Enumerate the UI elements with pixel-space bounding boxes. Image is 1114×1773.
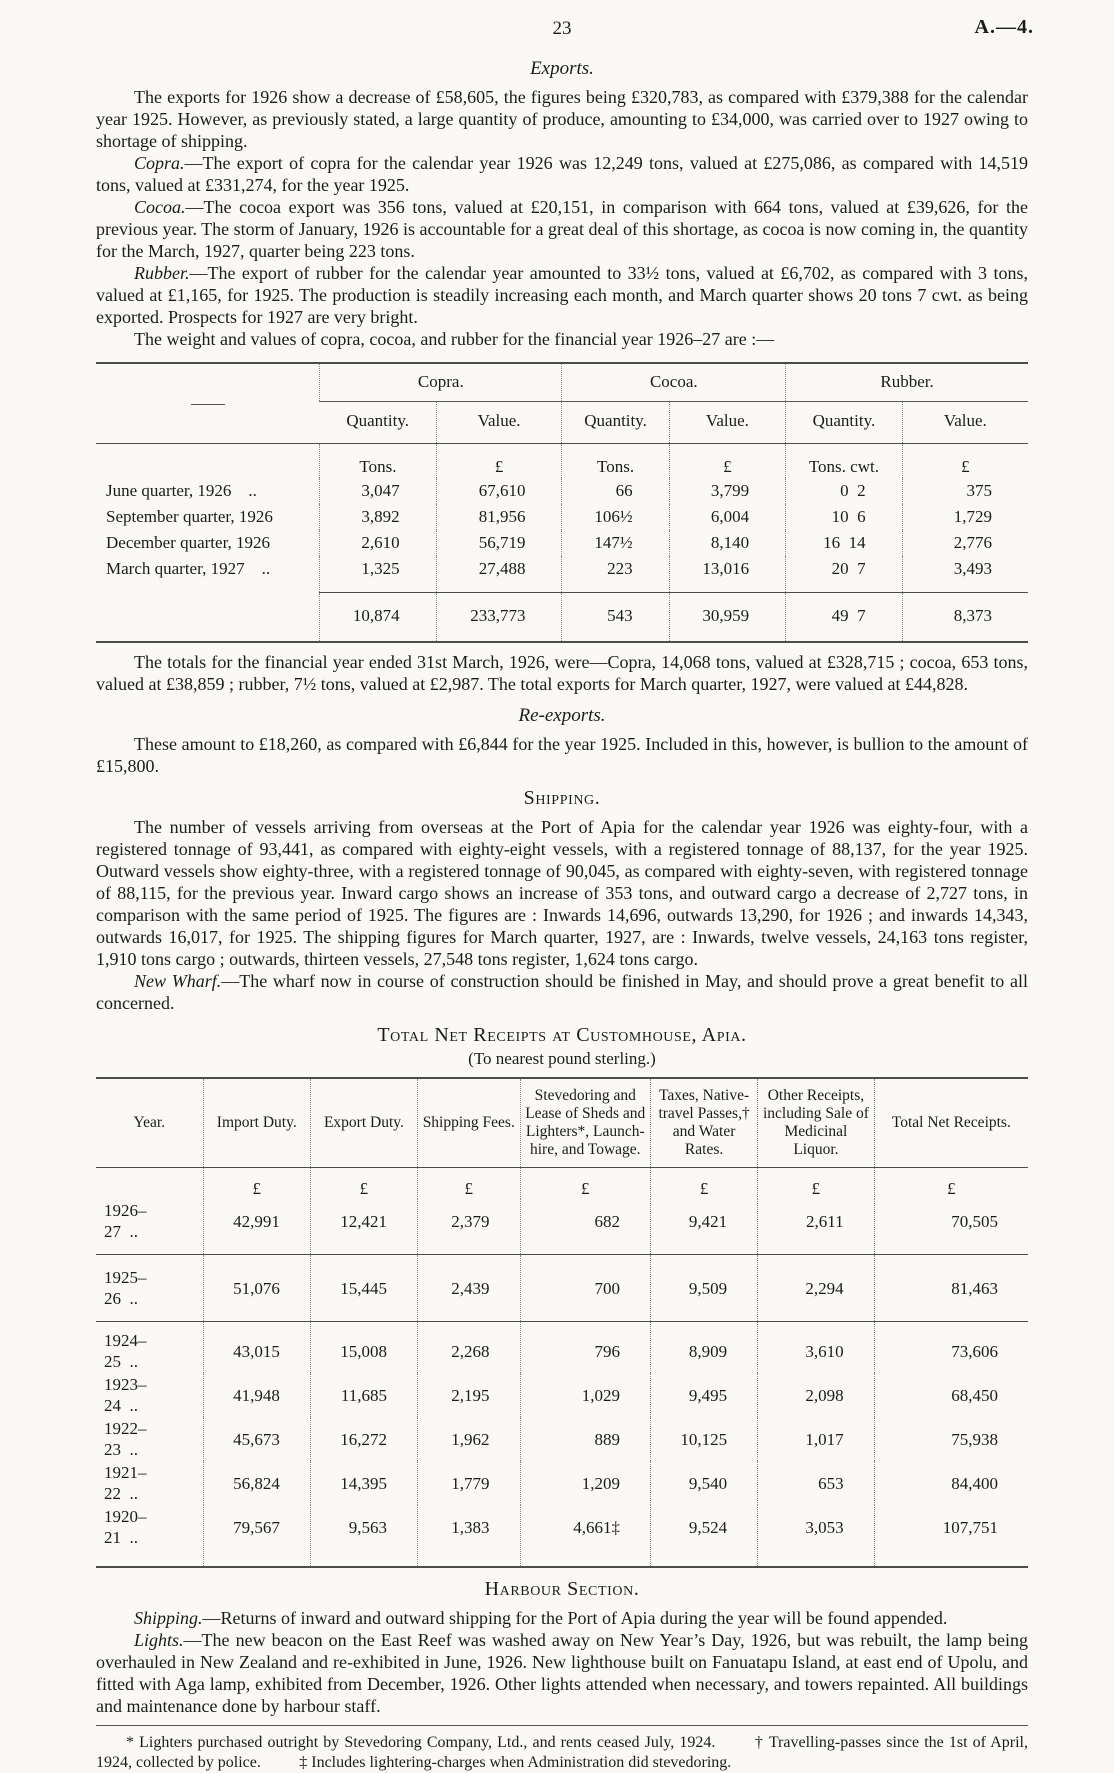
table-cell: 1,029 [520,1373,650,1417]
table-row [96,478,1028,504]
paragraph-lead: Shipping. [134,1608,203,1628]
cocoa-paragraph [96,196,1028,262]
table-cell: 543 [562,593,669,643]
table-cell: 1924–25 .. [96,1322,203,1374]
table-cell: 9,509 [651,1255,758,1322]
receipts-table [96,1077,1028,1568]
footnote-lightering-charges: ‡ Includes lightering-charges when Administration did stevedoring. [299,1754,732,1771]
table-cell: March quarter, 1927 .. [106,559,271,579]
paragraph-text: —The wharf now in course of construction should be finished in May, and should prove a great benefit to all concerned. [96,971,1028,1013]
table-cell: 796 [520,1322,650,1374]
receipts-table-body-c [96,1322,1028,1568]
table-cell: 12,421 [310,1199,417,1255]
new-wharf-paragraph [96,970,1028,1014]
column-header: Other Receipts, including Sale of Medicinal Liquor. [758,1078,875,1168]
table-cell: 8,373 [902,593,1028,643]
table-cell: 223 [562,556,669,593]
table-subheader: Value. [436,402,562,444]
footnote-lighters: * Lighters purchased outright by Stevedoring Company, Ltd., and rents ceased July, 1924. [126,1734,716,1751]
table-cell: 3,892 [320,504,437,530]
table-cell: 3,799 [669,478,786,504]
table-cell: 3,053 [758,1505,875,1567]
table-cell: December quarter, 1926 [106,533,271,552]
table-cell: 43,015 [203,1322,310,1374]
table-cell: 6,004 [669,504,786,530]
table-cell: 15,445 [310,1255,417,1322]
units-row [96,1168,1028,1200]
table-cell: 4,661‡ [520,1505,650,1567]
units-row [96,444,1028,479]
table-cell: 10 6 [786,504,903,530]
table-cell: 10,125 [651,1417,758,1461]
table-cell: 1921–22 .. [104,1463,147,1503]
table-cell: 79,567 [203,1505,310,1567]
table-cell: 16 14 [786,530,903,556]
table-cell: 2,379 [418,1199,521,1255]
table-cell: 682 [520,1199,650,1255]
table-cell: June quarter, 1926 .. [106,481,257,500]
table-cell [96,593,320,643]
exports-table [96,362,1028,643]
table-row [96,1461,1028,1505]
table-cell: 1920–21 .. [104,1507,147,1547]
receipts-heading: Total Net Receipts at Customhouse, Apia. [377,1024,747,1046]
table-cell: £ [520,1168,650,1200]
table-cell: 3,047 [320,478,437,504]
table-cell: £ [203,1168,310,1200]
paragraph-text: These amount to £18,260, as compared with £6,844 for the year 1925. Included in this, however, is bullion to the amount of £15,800. [96,734,1028,776]
table-subheader: Value. [669,402,786,444]
table-cell: 2,776 [902,530,1028,556]
exports-intro-paragraph [96,86,1028,152]
totals-paragraph [96,651,1028,695]
table-cell: 2,610 [320,530,437,556]
table-row [96,1417,1028,1461]
rubber-paragraph [96,262,1028,328]
column-header: Import Duty. [203,1078,310,1168]
table-subheader: Value. [902,402,1028,444]
table-cell: £ [436,444,562,479]
receipts-table-header [96,1078,1028,1168]
table-cell: 16,272 [310,1417,417,1461]
paragraph-text: The weight and values of copra, cocoa, and rubber for the financial year 1926–27 are :— [134,329,775,349]
table-cell: £ [902,444,1028,479]
page-number: 23 [552,18,572,39]
table-cell: £ [651,1168,758,1200]
table-cell: 20 7 [786,556,903,593]
table-cell: 2,611 [758,1199,875,1255]
table-cell: 2,439 [418,1255,521,1322]
paragraph-lead: Lights. [134,1630,184,1650]
paragraph-text: —Returns of inward and outward shipping for the Port of Apia during the year will be found appended. [202,1608,948,1628]
table-row [96,504,1028,530]
table-cell: £ [758,1168,875,1200]
table-cell: Tons. cwt. [786,444,903,479]
table-cell: Tons. [320,444,437,479]
receipts-table-body-a [96,1168,1028,1255]
table-cell: 11,685 [310,1373,417,1417]
table-cell: 375 [902,478,1028,504]
harbour-shipping-paragraph [96,1607,1028,1629]
table-cell: 51,076 [203,1255,310,1322]
table-cell: 1,779 [418,1461,521,1505]
column-header: Total Net Receipts. [874,1078,1028,1168]
table-cell: 0 2 [786,478,903,504]
table-subheader: Quantity. [786,402,903,444]
shipping-heading: Shipping. [523,787,601,809]
table-cell: 147½ [562,530,669,556]
shipping-paragraph [96,816,1028,970]
table-row [96,1199,1028,1255]
totals-row [96,593,1028,643]
table-cell: 233,773 [436,593,562,643]
re-exports-heading: Re-exports. [518,705,606,726]
column-header: Stevedoring and Lease of Sheds and Lighters*, Launch-hire, and Towage. [520,1078,650,1168]
column-header: Export Duty. [310,1078,417,1168]
page-header [96,16,1034,48]
paragraph-text: The totals for the financial year ended 31st March, 1926, were—Copra, 14,068 tons, valued at £328,715 ; cocoa, 653 tons, valued at £38,859 ; rubber, 7½ tons, valued at £2,987. The total exports for March quarter, 1927, were valued at £44,828. [96,652,1028,694]
paragraph-lead: Rubber. [134,263,190,283]
copra-paragraph [96,152,1028,196]
table-group-header: Cocoa. [562,363,786,402]
table-group-header: Rubber. [786,363,1028,402]
table-subheader: Quantity. [320,402,437,444]
table-cell: £ [874,1168,1028,1200]
table-cell: 1,729 [902,504,1028,530]
table-cell: 1923–24 .. [104,1375,147,1415]
table-row [96,1373,1028,1417]
table-cell: 15,008 [310,1322,417,1374]
table-cell: 8,909 [651,1322,758,1374]
paragraph-lead: Cocoa. [134,197,186,217]
lights-paragraph [96,1629,1028,1717]
table-cell: September quarter, 1926 [106,507,273,526]
table-cell: 1,325 [320,556,437,593]
table-cell: 889 [520,1417,650,1461]
table-cell: 75,938 [874,1417,1028,1461]
table-cell: 84,400 [874,1461,1028,1505]
table-cell: 9,421 [651,1199,758,1255]
table-row [96,1255,1028,1322]
table-cell: 1,383 [418,1505,521,1567]
table-cell: 73,606 [874,1322,1028,1374]
table-intro-paragraph [96,328,1028,350]
table-cell: 1926–27 .. [104,1201,147,1241]
table-cell: 42,991 [203,1199,310,1255]
table-cell: 56,719 [436,530,562,556]
table-cell: Tons. [562,444,669,479]
table-cell [96,444,320,479]
table-cell: 9,495 [651,1373,758,1417]
table-row [96,1322,1028,1374]
table-cell: 45,673 [203,1417,310,1461]
table-cell: 9,524 [651,1505,758,1567]
table-cell: 1,209 [520,1461,650,1505]
paragraph-lead: New Wharf. [134,971,222,991]
table-cell: £ [310,1168,417,1200]
table-cell: 3,493 [902,556,1028,593]
re-exports-paragraph [96,733,1028,777]
table-cell: 1,017 [758,1417,875,1461]
exports-heading: Exports. [530,58,594,79]
table-cell: 41,948 [203,1373,310,1417]
table-cell: 2,268 [418,1322,521,1374]
table-group-header: Copra. [320,363,562,402]
table-cell: 2,098 [758,1373,875,1417]
paragraph-text: —The new beacon on the East Reef was washed away on New Year’s Day, 1926, but was rebuilt, the lamp being overhauled in New Zealand and re-exhibited in June, 1926. New lighthouse built on Fanuatapu Island, at east end of Upolu, and fitted with Aga lamp, exhibited from December, 1926. Other lights attended when necessary, and towers repainted. All buildings and maintenance done by harbour staff. [96,1630,1028,1716]
table-cell: 653 [758,1461,875,1505]
table-cell: 9,563 [310,1505,417,1567]
table-cell: 107,751 [874,1505,1028,1567]
table-cell: 14,395 [310,1461,417,1505]
table-cell: 70,505 [874,1199,1028,1255]
table-cell: 66 [562,478,669,504]
table-subheader: Quantity. [562,402,669,444]
doc-reference: A.—4. [974,16,1034,38]
table-cell: 3,610 [758,1322,875,1374]
table-cell: 56,824 [203,1461,310,1505]
stub-dash [191,404,225,405]
table-cell: £ [669,444,786,479]
table-cell: 9,540 [651,1461,758,1505]
table-cell [96,1168,203,1200]
table-cell: 1925–26 .. [96,1255,203,1322]
column-header: Taxes, Native-travel Passes,† and Water Rates. [651,1078,758,1168]
footnote-travelling-passes: † Travelling-passes since the 1st of April, 1924, collected by police. [96,1734,1028,1771]
paragraph-text: —The cocoa export was 356 tons, valued at £20,151, in comparison with 664 tons, valued at £39,626, for the previous year. The storm of January, 1926 is accountable for a great deal of this shortage, as cocoa is now coming in, the quantity for the March, 1927, quarter being 223 tons. [96,197,1028,261]
table-cell: 67,610 [436,478,562,504]
table-cell: 13,016 [669,556,786,593]
table-cell: 1922–23 .. [104,1419,147,1459]
table-cell: 10,874 [320,593,437,643]
table-cell: 106½ [562,504,669,530]
exports-table-body [96,444,1028,593]
table-cell: 1,962 [418,1417,521,1461]
footnotes [96,1725,1028,1773]
table-cell: 27,488 [436,556,562,593]
exports-table-header [96,363,1028,444]
harbour-heading: Harbour Section. [484,1578,640,1600]
paragraph-lead: Copra. [134,153,185,173]
table-row [96,556,1028,593]
paragraph-text: The number of vessels arriving from overseas at the Port of Apia for the calendar year 1926 was eighty-four, with a registered tonnage of 93,441, as compared with eighty-eight vessels, with a registered tonnage of 88,137, for the year 1925. Outward vessels show eighty-three, with a registered tonnage of 90,045, as compared with eighty-seven, with registered tonnage of 88,115, for the previous year. Inward cargo shows an increase of 353 tons, and outward cargo a decrease of 2,727 tons, in comparison with the same period of 1925. The figures are : Inwards 14,696, outwards 13,290, for 1926 ; and inwards 14,343, outwards 16,017, for 1925. The shipping figures for March quarter, 1927, are : Inwards, twelve vessels, 24,163 tons register, 1,910 tons cargo ; outwards, thirteen vessels, 27,548 tons register, 1,624 tons cargo. [96,817,1028,969]
table-cell: 2,294 [758,1255,875,1322]
exports-table-totals [96,593,1028,643]
table-cell: 81,463 [874,1255,1028,1322]
table-cell: 68,450 [874,1373,1028,1417]
receipts-subtitle: (To nearest pound sterling.) [468,1049,656,1068]
table-cell: 30,959 [669,593,786,643]
table-cell: 8,140 [669,530,786,556]
paragraph-text: —The export of copra for the calendar year 1926 was 12,249 tons, valued at £275,086, as compared with 14,519 tons, valued at £331,274, for the year 1925. [96,153,1028,195]
receipts-table-body-b [96,1255,1028,1322]
column-header: Shipping Fees. [418,1078,521,1168]
table-row [96,1505,1028,1567]
table-cell: £ [418,1168,521,1200]
paragraph-text: The exports for 1926 show a decrease of £58,605, the figures being £320,783, as compared with £379,388 for the calendar year 1925. However, as previously stated, a large quantity of produce, amounting to £34,000, was carried over to 1927 owing to shortage of shipping. [96,87,1028,151]
column-header: Year. [96,1078,203,1168]
table-cell: 49 7 [786,593,903,643]
table-cell: 700 [520,1255,650,1322]
paragraph-text: —The export of rubber for the calendar year amounted to 33½ tons, valued at £6,702, as compared with 3 tons, valued at £1,165, for 1925. The production is steadily increasing each month, and March quarter shows 20 tons 7 cwt. as being exported. Prospects for 1927 are very bright. [96,263,1028,327]
table-cell: 2,195 [418,1373,521,1417]
table-row [96,530,1028,556]
table-cell: 81,956 [436,504,562,530]
stub-header-cell [96,363,320,444]
